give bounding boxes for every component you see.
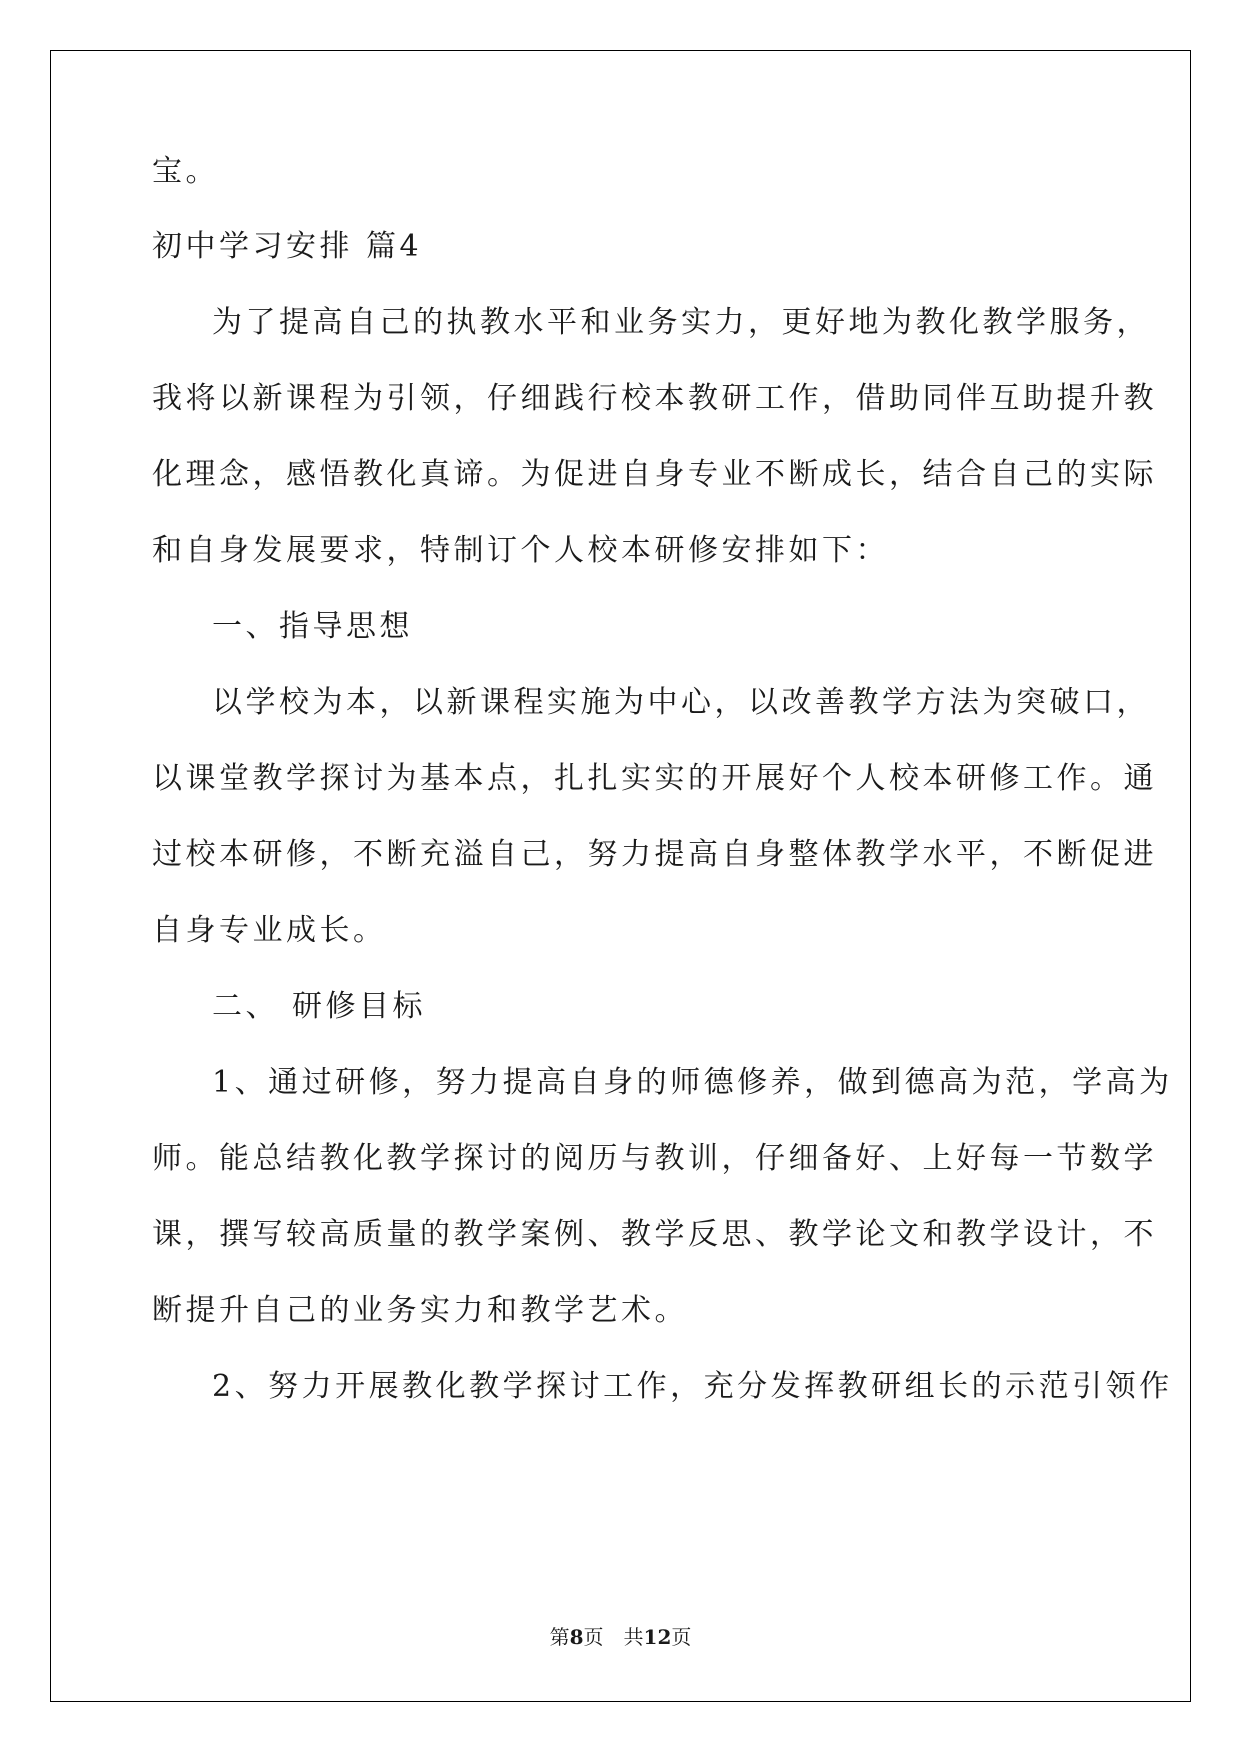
page-footer — [0, 1624, 1241, 1650]
subheading-guiding-thought: 一、指导思想 — [212, 609, 413, 644]
paragraph-line: 自身专业成长。 — [152, 913, 387, 948]
current-page-number: 8 — [569, 1625, 584, 1649]
paragraph-line: 和自身发展要求，特制订个人校本研修安排如下： — [152, 533, 889, 568]
paragraph-line: 过校本研修，不断充溢自己，努力提高自身整体教学水平，不断促进 — [152, 837, 1157, 872]
page-border — [50, 50, 1191, 1702]
paragraph-line: 1、通过研修，努力提高自身的师德修养，做到德高为范，学高为 — [212, 1065, 1173, 1100]
footer-mid: 页 共 — [583, 1625, 644, 1649]
text-line: 宝。 — [152, 154, 219, 189]
paragraph-line: 2、努力开展教化教学探讨工作，充分发挥教研组长的示范引领作 — [212, 1369, 1173, 1404]
footer-prefix: 第 — [549, 1625, 570, 1649]
paragraph-line: 以学校为本，以新课程实施为中心，以改善教学方法为突破口， — [212, 685, 1150, 720]
paragraph-line: 以课堂教学探讨为基本点，扎扎实实的开展好个人校本研修工作。通 — [152, 761, 1157, 796]
paragraph-line: 化理念，感悟教化真谛。为促进自身专业不断成长，结合自己的实际 — [152, 457, 1157, 492]
footer-suffix: 页 — [671, 1625, 692, 1649]
subheading-study-goals: 二、 研修目标 — [212, 989, 427, 1024]
section-heading: 初中学习安排 篇4 — [152, 229, 423, 264]
paragraph-line: 师。能总结教化教学探讨的阅历与教训，仔细备好、上好每一节数学 — [152, 1141, 1157, 1176]
paragraph-line: 我将以新课程为引领，仔细践行校本教研工作，借助同伴互助提升教 — [152, 381, 1157, 416]
total-page-number: 12 — [643, 1625, 672, 1649]
paragraph-line: 课，撰写较高质量的教学案例、教学反思、教学论文和教学设计，不 — [152, 1217, 1157, 1252]
paragraph-line: 断提升自己的业务实力和教学艺术。 — [152, 1293, 688, 1328]
paragraph-line: 为了提高自己的执教水平和业务实力，更好地为教化教学服务， — [212, 305, 1150, 340]
